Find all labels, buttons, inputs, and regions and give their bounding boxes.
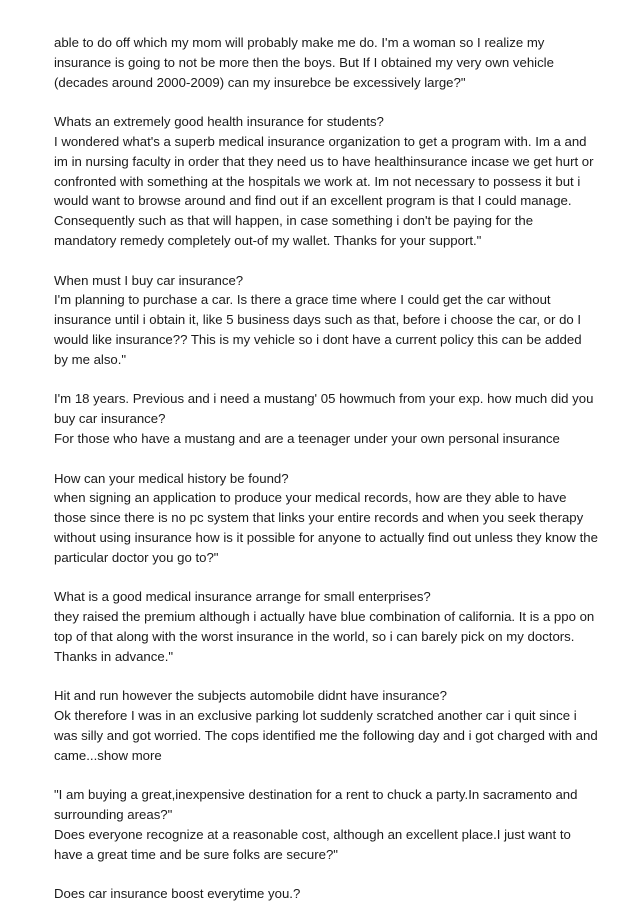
text-line: Thanks in advance." <box>54 648 174 664</box>
question-heading: Does car insurance boost everytime you.? <box>54 886 301 902</box>
text-line: Does everyone recognize at a reasonable cost, although an excellent place.I just want to <box>54 826 571 842</box>
question-heading: When must I buy car insurance? <box>54 272 244 288</box>
text-line: surrounding areas?" <box>54 807 173 823</box>
text-line: was silly and got worried. The cops identified me the following day and i got charged with and <box>54 727 598 743</box>
document-page <box>54 33 598 924</box>
text-line: confronted with something at the hospitals we work at. Im not necessary to possess it but i <box>54 173 581 189</box>
text-line: mandatory remedy completely out-of my wallet. Thanks for your support." <box>54 232 482 248</box>
text-line: Consequently such as that will happen, in case something i don't be paying for the <box>54 213 534 229</box>
paragraph-intro-continuation <box>54 33 594 92</box>
text-line: (decades around 2000-2009) can my insurebce be excessively large?" <box>54 74 466 90</box>
text-line: particular doctor you go to?" <box>54 549 219 565</box>
text-line: I wondered what's a superb medical insurance organization to get a program with. Im a and <box>54 133 587 149</box>
question-heading: "I am buying a great,inexpensive destination for a rent to chuck a party.In sacramento and <box>54 787 578 803</box>
question-heading: How can your medical history be found? <box>54 470 289 486</box>
qa-when-buy-car-insurance <box>54 271 594 370</box>
text-line: those since there is no pc system that links your entire records and when you seek therapy <box>54 510 584 526</box>
qa-student-health-insurance <box>54 112 594 251</box>
question-heading: Whats an extremely good health insurance for students? <box>54 114 384 130</box>
text-line: I'm planning to purchase a car. Is there a grace time where I could get the car without <box>54 292 551 308</box>
question-heading: I'm 18 years. Previous and i need a mustang' 05 howmuch from your exp. how much did you <box>54 391 594 407</box>
text-line: insurance until i obtain it, like 5 business days such as that, before i choose the car, or do I <box>54 312 582 328</box>
text-line: would like insurance?? This is my vehicle so i dont have a current policy this can be added <box>54 331 582 347</box>
text-line: able to do off which my mom will probably make me do. I'm a woman so I realize my <box>54 35 545 50</box>
qa-hit-and-run <box>54 686 598 765</box>
text-line: without using insurance how is it possible for anyone to actually find out unless they know the <box>54 529 598 545</box>
text-line: by me also." <box>54 351 127 367</box>
question-heading: Hit and run however the subjects automobile didnt have insurance? <box>54 688 447 704</box>
text-line: insurance is going to not be more then the boys. But If I obtained my very own vehicle <box>54 54 554 70</box>
text-line: would want to browse around and find out if an excellent program is that I could manage. <box>54 193 572 209</box>
text-line: For those who have a mustang and are a teenager under your own personal insurance <box>54 430 560 446</box>
text-line: came...show more <box>54 747 162 763</box>
qa-car-insurance-boost <box>54 884 594 904</box>
qa-small-enterprise-insurance <box>54 587 594 666</box>
qa-mustang-insurance <box>54 389 594 448</box>
text-line: im in nursing faculty in order that they need us to have healthinsurance incase we get hurt or <box>54 153 594 169</box>
qa-party-destination <box>54 785 594 864</box>
text-line: they raised the premium although i actually have blue combination of california. It is a ppo on <box>54 609 595 625</box>
question-heading: What is a good medical insurance arrange for small enterprises? <box>54 589 431 605</box>
text-line: Ok therefore I was in an exclusive parking lot suddenly scratched another car i quit since i <box>54 708 577 724</box>
qa-medical-history <box>54 469 598 568</box>
text-line: when signing an application to produce your medical records, how are they able to have <box>54 490 567 506</box>
text-line: have a great time and be sure folks are secure?" <box>54 846 338 862</box>
text-line: buy car insurance? <box>54 411 166 427</box>
text-line: top of that along with the worst insurance in the world, so i can barely pick on my doctors. <box>54 628 575 644</box>
